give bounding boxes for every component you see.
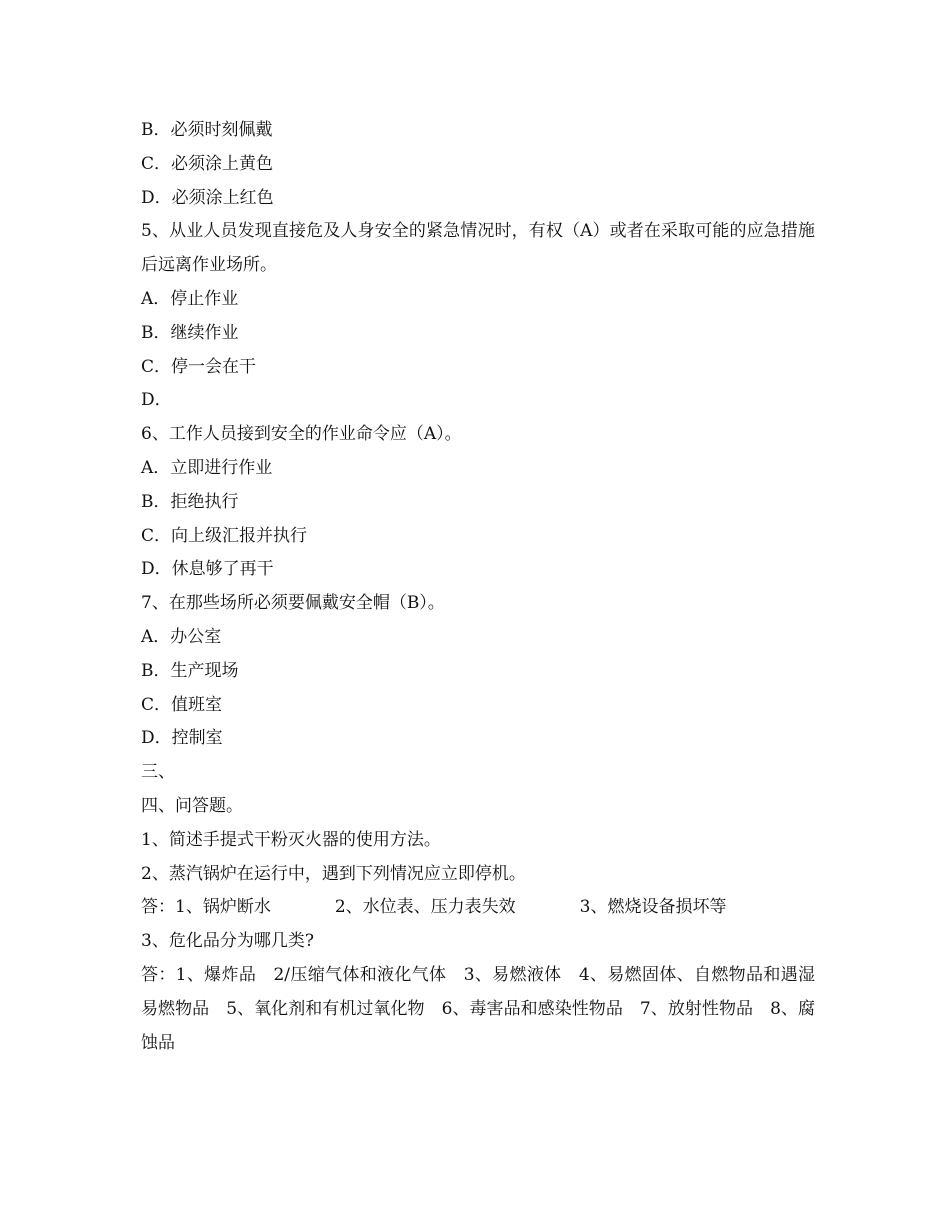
answer-2: [141, 891, 815, 925]
q7-option-a: A．办公室: [141, 626, 222, 647]
q5-option-d: D．: [141, 390, 172, 411]
q5-option-b: B．继续作业: [141, 322, 239, 343]
option-d-helmet: D．必须涂上红色: [141, 187, 274, 208]
q7-option-c: C．值班室: [141, 694, 223, 715]
answer-2-prefix: 答：1、锅炉断水: [141, 897, 271, 918]
section-four-heading: 四、问答题。: [141, 795, 243, 816]
option-b-helmet: B．必须时刻佩戴: [141, 120, 273, 140]
answer-3: 答：1、爆炸品 2/压缩气体和液化气体 3、易燃液体 4、易燃固体、自燃物品和遇湿易燃物品 5、氧化剂和有机过氧化物 6、毒害品和感染性物品 7、放射性物品 8、腐蚀品: [141, 964, 815, 1053]
section-three-heading: 三、: [141, 762, 175, 783]
essay-question-1: 1、简述手提式干粉灭火器的使用方法。: [141, 829, 441, 850]
q6-option-d: D．休息够了再干: [141, 559, 274, 580]
question-7: 7、在那些场所必须要佩戴安全帽（B）。: [141, 593, 445, 614]
question-6: 6、工作人员接到安全的作业命令应（A）。: [141, 424, 462, 445]
option-c-helmet: C．必须涂上黄色: [141, 153, 274, 174]
q7-option-b: B．生产现场: [141, 660, 239, 681]
q7-option-d: D．控制室: [141, 728, 223, 749]
q5-option-c: C．停一会在干: [141, 356, 257, 377]
document-body: [141, 114, 815, 1060]
answer-2-item-3: 3、燃烧设备损坏等: [579, 897, 727, 918]
q6-option-c: C．向上级汇报并执行: [141, 525, 308, 546]
q6-option-b: B．拒绝执行: [141, 491, 239, 512]
question-5: 5、从业人员发现直接危及人身安全的紧急情况时，有权（A）或者在采取可能的应急措施后远离作业场所。: [141, 221, 815, 276]
answer-2-item-2: 2、水位表、压力表失效: [334, 897, 516, 918]
essay-question-2: 2、蒸汽锅炉在运行中，遇到下列情况应立即停机。: [141, 863, 526, 884]
q5-option-a: A．停止作业: [141, 288, 239, 309]
essay-question-3: 3、危化品分为哪几类?: [141, 931, 314, 952]
q6-option-a: A．立即进行作业: [141, 457, 273, 478]
